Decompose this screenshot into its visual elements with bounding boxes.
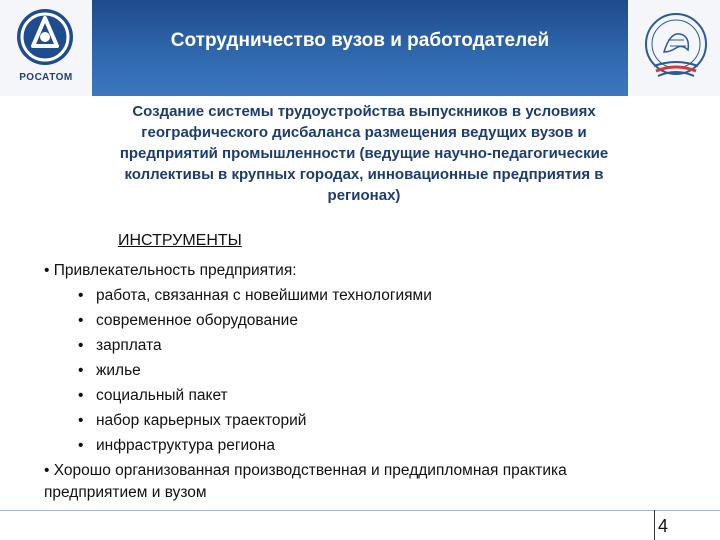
rosatom-logo[interactable] [0,0,92,96]
list-item: • Хорошо организованная производственная и преддипломная практика [44,462,567,479]
sub-list-item-text: современное оборудование [96,312,298,329]
page-number-divider [654,510,655,540]
list-item: • Привлекательность предприятия: [44,262,297,279]
sub-list-item-text: социальный пакет [96,387,228,404]
sub-list-item-text: жилье [96,362,141,379]
page-title: Сотрудничество вузов и работодателей [170,30,550,51]
sub-list-item: • набор карьерных траекторий [78,412,307,429]
footer-divider [0,510,720,511]
list-item-text: Привлекательность предприятия: [53,262,297,279]
subtitle-line: регионах) [327,187,401,204]
logo-text: РОСАТОМ [19,72,73,83]
subtitle-line: географического дисбаланса размещения ведущих вузов и [141,124,587,141]
section-heading: ИНСТРУМЕНТЫ [118,232,242,249]
sub-list-item-text: набор карьерных траекторий [96,412,307,429]
sub-list-item: • жилье [78,362,141,379]
subtitle-line: предприятий промышленности (ведущие научно-педагогические [119,145,609,162]
sub-list-item: • зарплата [78,337,162,354]
bullet-list [44,258,684,502]
subtitle-line: Создание системы трудоустройства выпускников в условиях [132,103,596,120]
sub-list-item-text: работа, связанная с новейшими технологиями [96,287,432,304]
header-bar [0,0,720,96]
sub-list-item: • социальный пакет [78,387,228,404]
university-badge [628,0,720,96]
sub-list-item: • современное оборудование [78,312,298,329]
slide-subtitle [55,101,673,206]
sub-list-item-text: зарплата [96,337,162,354]
sub-list-item: • работа, связанная с новейшими технологиями [78,287,432,304]
subtitle-line: коллективы в крупных городах, инновационные предприятия в [124,166,604,183]
sub-list-item-text: инфраструктура региона [96,437,275,454]
list-item-text: Хорошо организованная производственная и преддипломная практика [53,462,567,479]
rosatom-emblem-icon [10,6,80,68]
university-emblem-icon [634,4,718,90]
sub-list-item: • инфраструктура региона [78,437,275,454]
page-number: 4 [658,516,669,536]
list-item-continuation: предприятием и вузом [44,484,207,501]
